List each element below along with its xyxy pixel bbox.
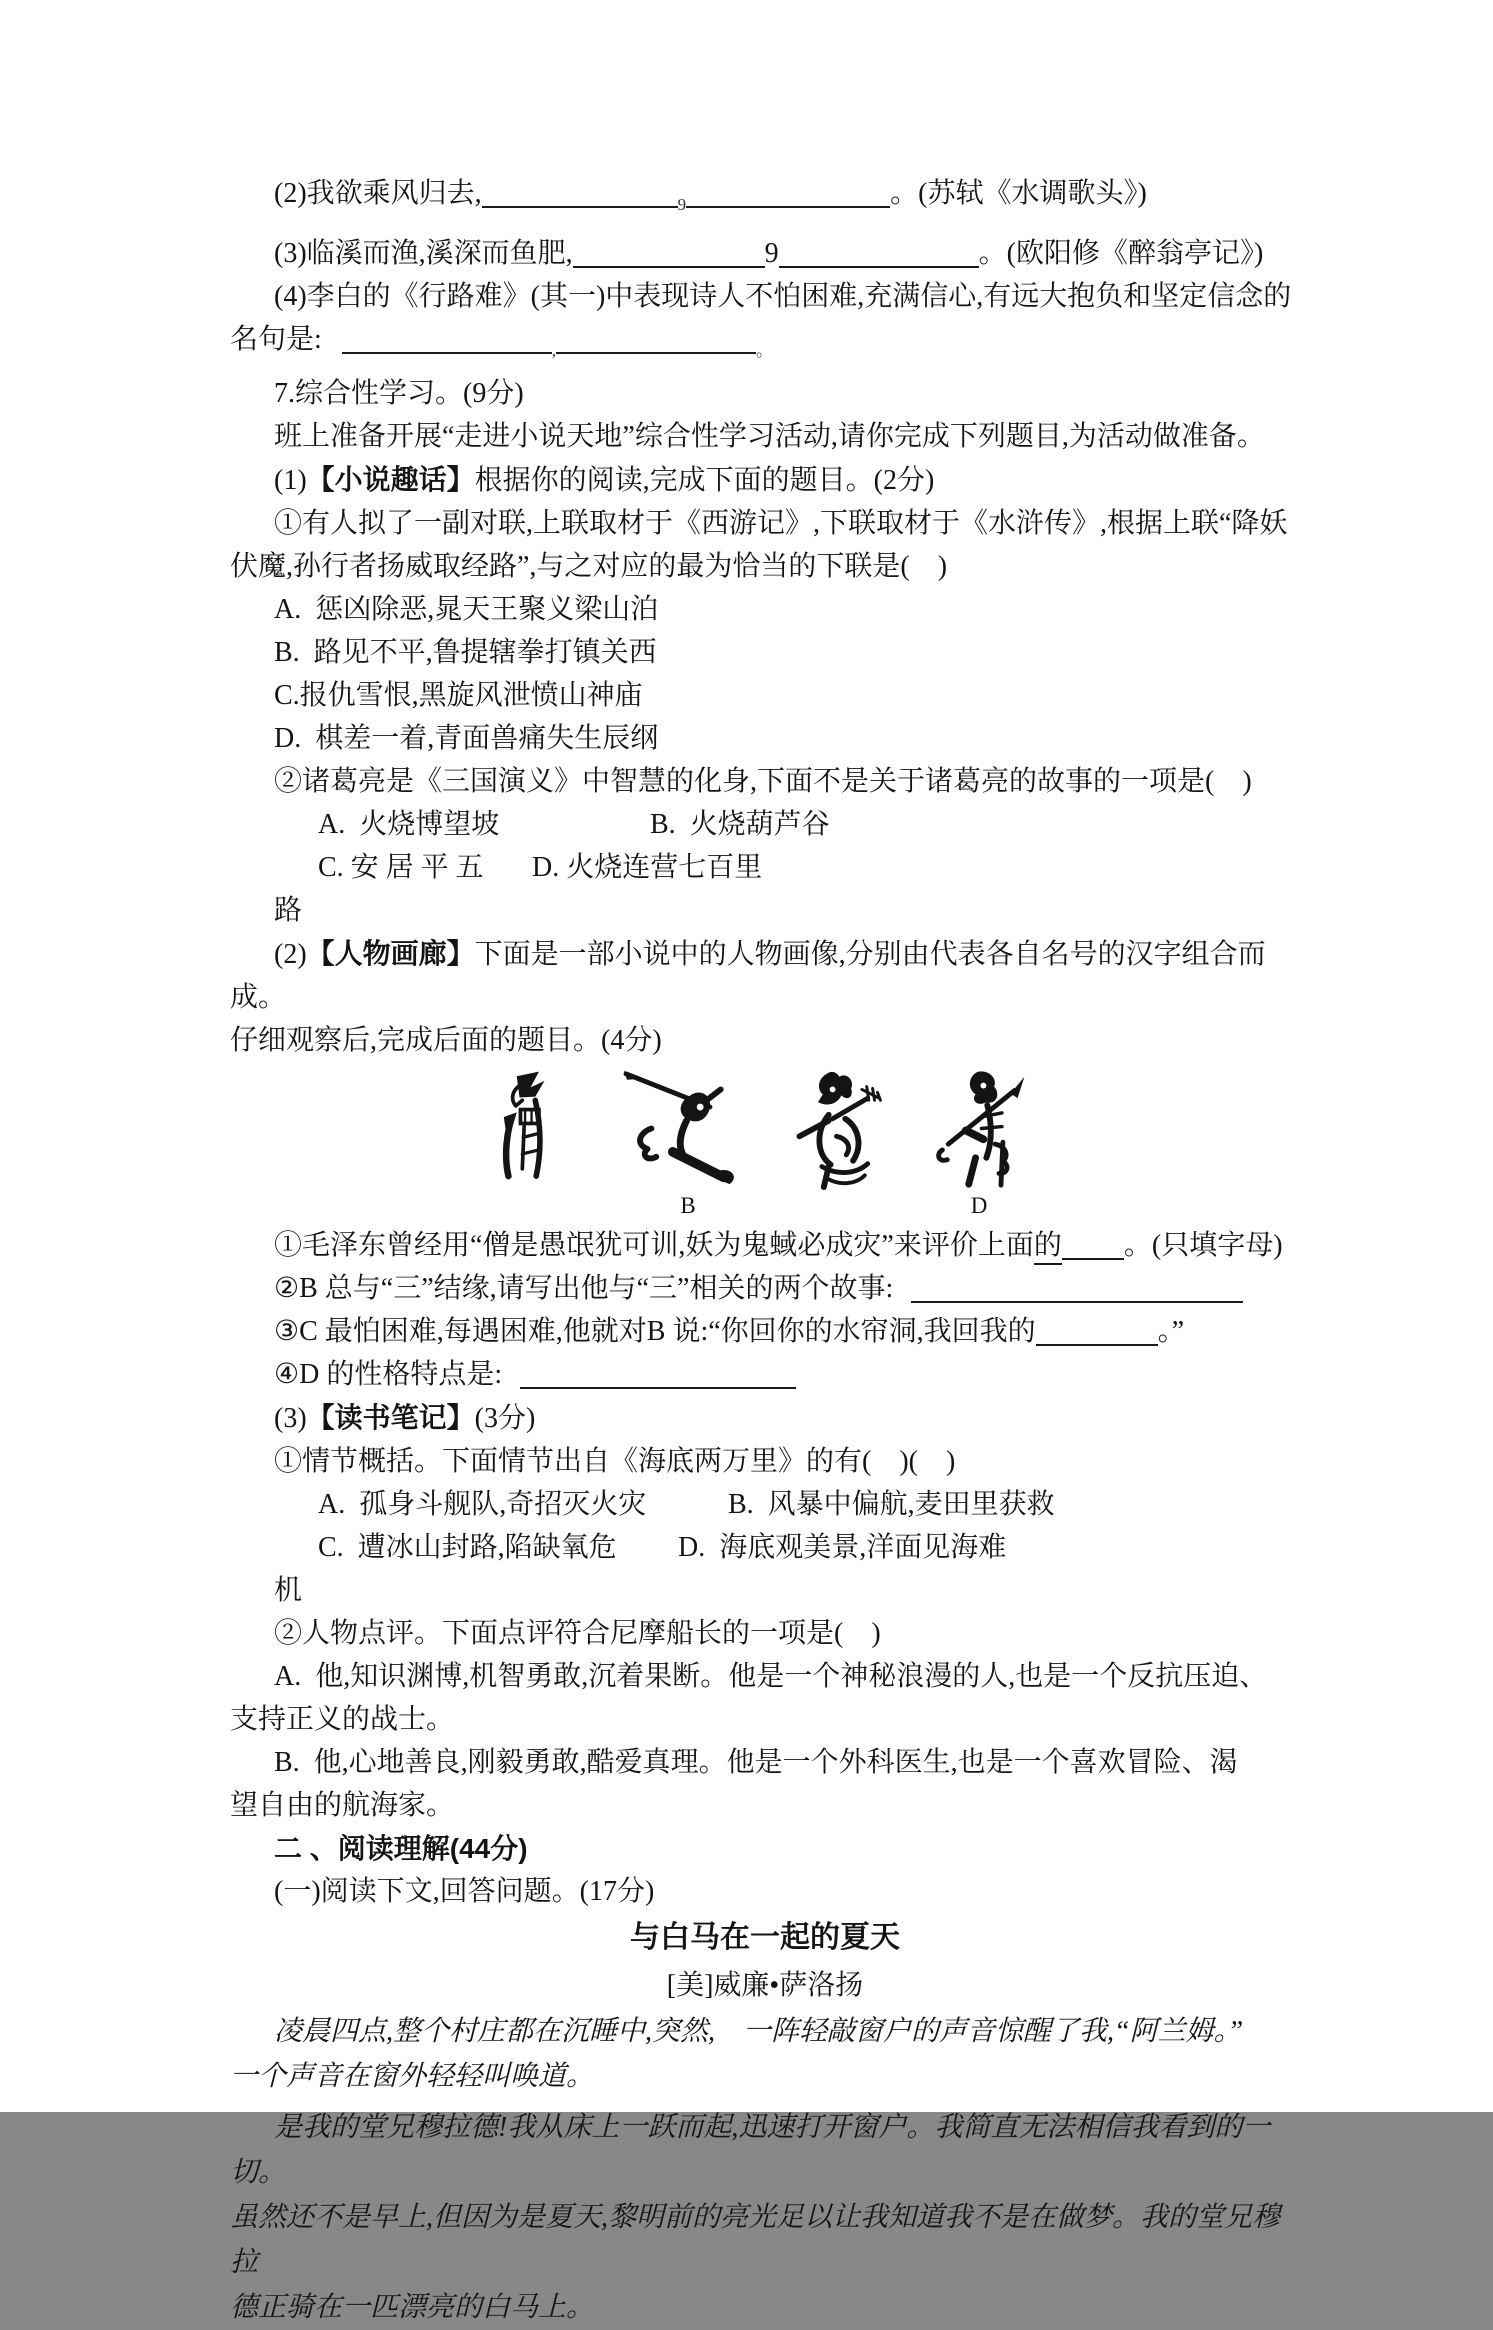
part2-q3-end: 。” [1157,1316,1185,1347]
part1-q1-option-b: B. 路见不平,鲁提辖拳打镇关西 [274,637,657,668]
part2-q4-text: ④D 的性格特点是: [274,1359,503,1390]
passage-para2-line3: 德正骑在一匹漂亮的白马上。 [230,2292,595,2323]
part2-header-line2: 仔细观察后,完成后面的题目。(4分) [230,1025,662,1056]
item2-separator: 9 [677,195,687,214]
part2-q4 [230,1353,1300,1396]
part1-q1-option-d: D. 棋差一着,青面兽痛失生辰纲 [274,723,659,754]
item2-source: 。(苏轼《水调歌头》) [890,178,1147,209]
part3-q1-options-row2 [230,1526,1300,1612]
part2-q2 [230,1267,1300,1310]
fill-blank-item-3 [230,232,1300,275]
answer-blank [1036,1316,1158,1346]
part3-q1-option-c: C. 遭冰山封路,陷缺氧危机 [274,1532,617,1606]
answer-blank [482,178,678,208]
part3-q2-option-b-line1: B. 他,心地善良,刚毅勇敢,酷爱真理。他是一个外科医生,也是一个喜欢冒险、渴 [274,1747,1238,1778]
question-7-intro: 班上准备开展“走进小说天地”综合性学习活动,请你完成下列题目,为活动做准备。 [274,421,1265,452]
answer-blank [556,324,756,354]
part3-q2-option-a-line2: 支持正义的战士。 [230,1704,455,1735]
passage-para1-line2: 一个声音在窗外轻轻叫唤道。 [230,2061,595,2092]
item4-period: 。 [756,341,774,360]
part3-tag: 【读书笔记】 [306,1402,475,1433]
part2-tag: 【人物画廊】 [306,938,475,969]
item2-lead: (2)我欲乘风归去, [274,178,482,209]
part3-q1-option-b: B. 风暴中偏航,麦田里获救 [728,1489,1055,1520]
part1-q1-option-c: C.报仇雪恨,黑旋风泄愤山神庙 [274,680,643,711]
passage-para1-line1: 凌晨四点,整个村庄都在沉睡中,突然, 一阵轻敲窗户的声音惊醒了我,“阿兰姆。” [274,2016,1244,2047]
part3-q1-option-a: A. 孤身斗舰队,奇招灭火灾 [318,1489,647,1520]
part1-q2-options-row1 [230,803,1300,846]
portrait-d-label: D [970,1193,988,1218]
part2-q1-underlined-de: 的 [1034,1230,1062,1265]
answer-blank [520,1359,796,1389]
part3-header [230,1396,1300,1440]
portrait-d [930,1068,1028,1222]
item4-lead: 名句是: [230,324,322,355]
portrait-b [619,1068,757,1222]
part1-q2-option-c: C. 安 居 平 五 路 [274,852,491,926]
part2-q2-text: ②B 总与“三”结缘,请写出他与“三”相关的两个故事: [274,1273,894,1304]
part1-q2-option-b: B. 火烧葫芦谷 [650,809,830,840]
part2-rest-line1: 下面是一部小说中的人物画像,分别由代表各自名号的汉字组合而成。 [230,939,1266,1013]
answer-blank [573,238,765,268]
character-portraits-row [485,1066,1300,1222]
passage-para2-line1: 是我的堂兄穆拉德!我从床上一跃而起,迅速打开窗户。我简直无法相信我看到的一切。 [230,2112,1271,2188]
part1-q1-option-a: A. 惩凶除恶,晁天王聚义梁山泊 [274,594,659,625]
section-2-heading: 二 、阅读理解(44分) [274,1833,528,1864]
question-7-heading: 7.综合性学习。(9分) [274,378,524,409]
passage-title: 与白马在一起的夏天 [630,1921,900,1954]
sun-wukong-portrait-image [621,1068,755,1190]
part3-rest: (3分) [474,1403,536,1434]
item3-lead: (3)临溪而渔,溪深而鱼肥, [274,238,573,269]
tang-seng-portrait-image [489,1068,563,1190]
part3-q2-option-b-line2: 望自由的航海家。 [230,1790,455,1821]
part2-q3-text: ③C 最怕困难,每遇困难,他就对B 说:“你回你的水帘洞,我回我的 [274,1316,1036,1347]
part3-number: (3) [274,1403,307,1434]
part3-q2-option-a-line1: A. 他,知识渊博,机智勇敢,沉着果断。他是一个神秘浪漫的人,也是一个反抗压迫、 [274,1661,1268,1692]
answer-blank [911,1273,1243,1303]
sha-seng-portrait-image [931,1068,1027,1190]
part1-q2: ②诸葛亮是《三国演义》中智慧的化身,下面不是关于诸葛亮的故事的一项是( ) [274,766,1252,797]
answer-blank [342,324,552,354]
exam-content [230,172,1300,2330]
fill-blank-item-2 [230,172,1300,226]
fill-blank-item-4-line1: (4)李白的《行路难》(其一)中表现诗人不怕困难,充满信心,有远大抱负和坚定信念的 [274,281,1292,312]
passage-para2-line2: 虽然还不是早上,但因为是夏天,黎明前的亮光足以让我知道我不是在做梦。我的堂兄穆拉 [230,2202,1281,2278]
part2-q1-text: ①毛泽东曾经用“僧是愚氓犹可训,妖为鬼蜮必成灾”来评价上面 [274,1230,1034,1261]
part1-q1-line2: 伏魔,孙行者扬威取经路”,与之对应的最为恰当的下联是( ) [230,551,948,582]
part2-q3 [230,1310,1300,1353]
section-2-intro: (一)阅读下文,回答问题。(17分) [274,1876,655,1907]
part1-rest: 根据你的阅读,完成下面的题目。(2分) [474,465,935,496]
part1-header [230,458,1300,502]
part1-q1-line1: ①有人拟了一副对联,上联取材于《西游记》,下联取材于《水浒传》,根据上联“降妖 [274,508,1288,539]
item3-source: 。(欧阳修《醉翁亭记》) [978,238,1264,269]
part2-q1 [230,1224,1300,1267]
part2-number: (2) [274,939,307,970]
part1-number: (1) [274,465,307,496]
part3-q1: ①情节概括。下面情节出自《海底两万里》的有( )( ) [274,1446,956,1477]
part1-tag: 【小说趣话】 [306,464,475,495]
item4-comma: , [551,341,557,360]
passage-author: [美]威廉•萨洛扬 [666,1970,864,2001]
portrait-c [787,1068,885,1222]
answer-blank [1062,1230,1124,1260]
part2-q1-end: 。(只填字母) [1123,1230,1283,1261]
zhu-bajie-portrait-image [788,1068,884,1190]
part1-q2-options-row2 [230,846,1300,932]
part2-header-line1 [230,932,1300,1019]
part1-q2-option-d: D. 火烧连营七百里 [532,852,763,883]
part1-q2-option-a: A. 火烧博望坡 [318,809,500,840]
portrait-b-label: B [680,1193,696,1218]
answer-blank [686,178,890,208]
part3-q2: ②人物点评。下面点评符合尼摩船长的一项是( ) [274,1618,881,1649]
part3-q1-option-d: D. 海底观美景,洋面见海难 [678,1532,1007,1563]
item3-separator: 9 [764,238,779,269]
answer-blank [779,238,979,268]
fill-blank-item-4-line2 [230,318,1300,372]
portrait-a [485,1068,567,1222]
part3-q1-options-row1 [230,1483,1300,1526]
